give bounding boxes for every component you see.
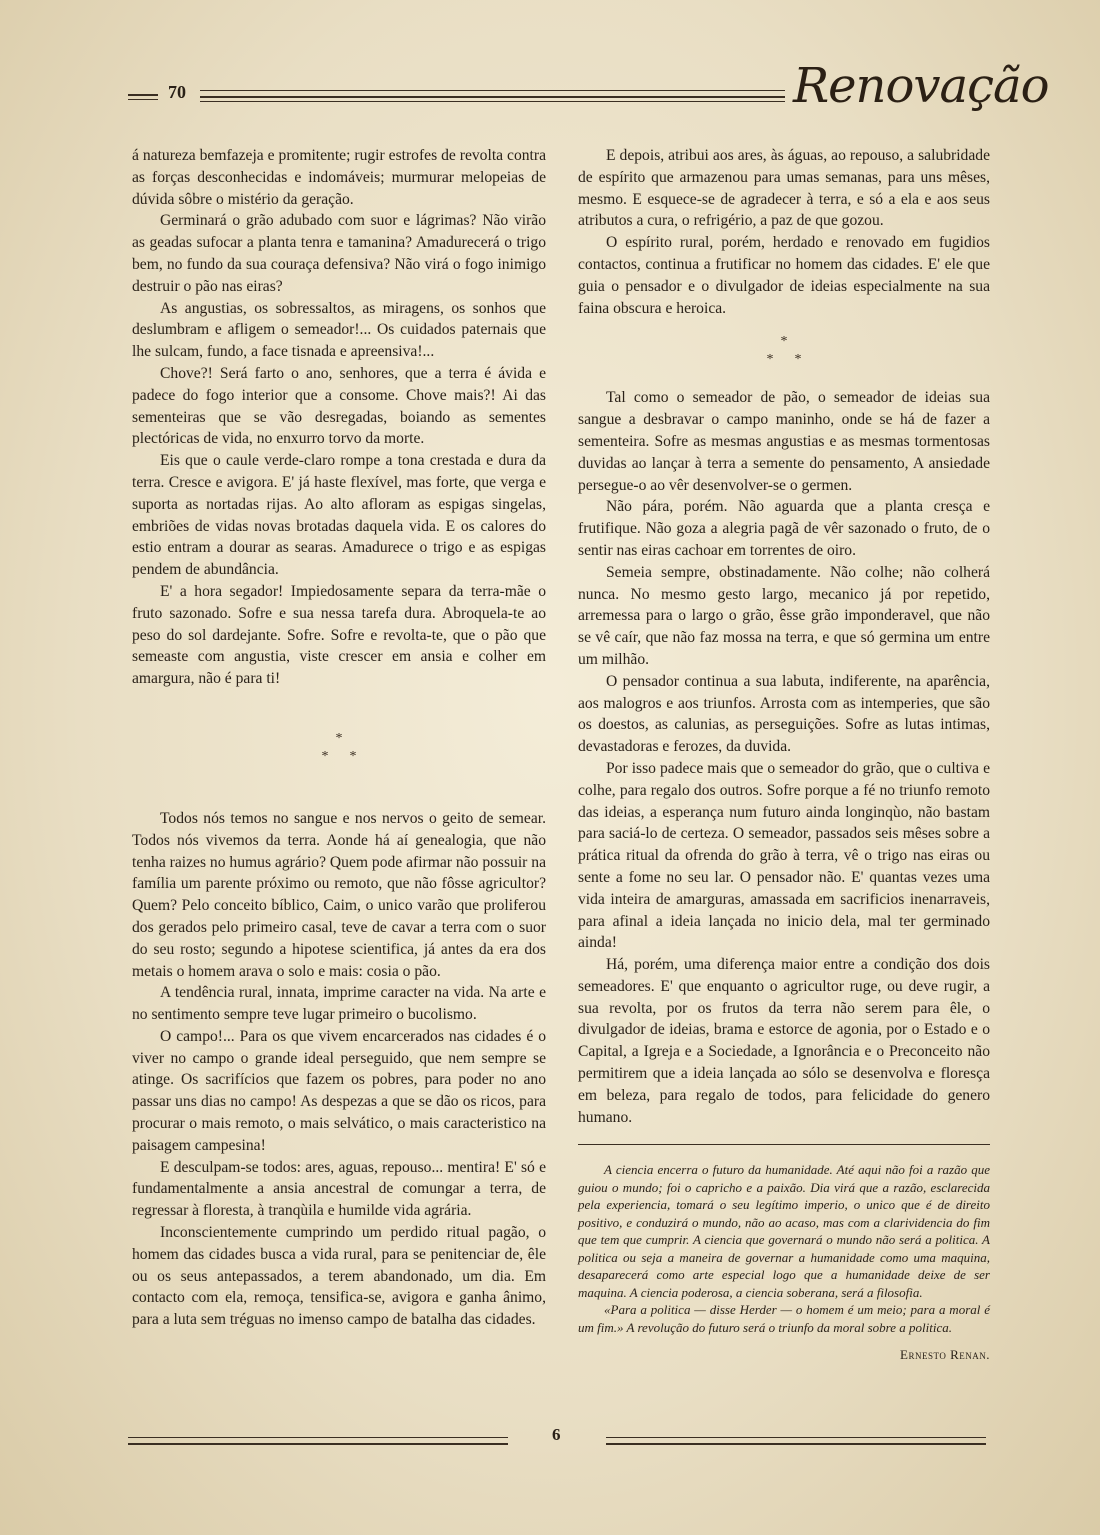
page-header	[128, 58, 1049, 120]
article-section	[132, 808, 546, 1331]
quote-divider	[578, 1144, 990, 1145]
article-section	[578, 387, 990, 1128]
separator-star: *	[321, 748, 329, 764]
paragraph: E depois, atribui aos ares, às águas, ao repouso, a salubridade de espírito que armazenou para umas semanas, para uns mêses, mesmo. E esquece-se de agradecer à terra, e só a ela e aos seus atributos a cura, o refrigério, a paz de que gozou.	[578, 147, 990, 230]
paragraph: A tendência rural, innata, imprime caracter na vida. Na arte e no sentimento sempre teve lugar primeiro o bucolismo.	[132, 984, 546, 1024]
header-rule	[200, 101, 785, 102]
paragraph: Eis que o caule verde-claro rompe a tona crestada e dura da terra. Cresce e avigora. E' já haste flexível, mas forte, que verga e suporta as nortadas rijas. Ao alto afloram as espigas singelas, embriões de vidas novas brotadas daquela vida. E os calores do estio entram a dourar as searas. Amadurece o trigo e as espigas pendem de abundância.	[132, 452, 546, 579]
article-section	[578, 145, 990, 319]
article-section	[132, 145, 546, 690]
paragraph: Semeia sempre, obstinadamente. Não colhe; não colherá nunca. No mesmo gesto largo, mecanico já por repetido, arremessa para o largo o grão, êsse grão imponderavel, que não se vê caír, que não faz mossa na terra, e que só germina um entre um milhão.	[578, 563, 990, 668]
signature-number: 6	[552, 1425, 561, 1444]
footer-rule	[606, 1437, 986, 1438]
separator-star: *	[349, 748, 357, 764]
footer-rule	[128, 1437, 508, 1438]
right-column	[578, 145, 990, 1366]
footer-rule	[128, 1443, 508, 1445]
paragraph: Chove?! Será farto o ano, senhores, que a terra é ávida e padece do fogo interior que a consome. Chove mais?! Ai das sementeiras que se vão desregadas, boiando as sementes plectóricas de vida, no enxurro torvo da morte.	[132, 364, 546, 448]
paragraph: O espírito rural, porém, herdado e renovado em fugidios contactos, continua a frutificar no homem das cidades. E' ele que guia o pensador e o divulgador de ideias especialmente na sua faina obscura e heroica.	[578, 234, 990, 317]
header-rule	[128, 94, 158, 96]
section-separator	[578, 333, 990, 369]
separator-star: *	[766, 352, 774, 368]
paragraph: Germinará o grão adubado com suor e lágrimas? Não virão as geadas sufocar a planta tenra e tamanina? Amadurecerá o trigo bem, no fundo da sua couraça defensiva? Não virá o fogo inimigo destruir o pão nas eiras?	[132, 212, 546, 295]
quote-author: Ernesto Renan.	[900, 1347, 990, 1363]
quote-paragraph: A ciencia encerra o futuro da humanidade. Até aqui não foi a razão que guiou o mundo; foi o capricho e a paixão. Dia virá que a razão, esclarecida pela experiencia, tomará o seu legítimo imperio, o unico que é de direito positivo, e conduzirá o mundo, não ao acaso, mas com a clarividencia do fim que tem que cumprir. A ciencia que governará o mundo não será a politica. A politica ou seja a maneira de governar a humanidade como uma maquina, desaparecerá como arte especial logo que a humanidade deixe de ser maquina. A ciencia poderosa, a ciencia soberana, será a filosofia.	[578, 1162, 990, 1300]
header-rule	[128, 99, 158, 100]
separator-star: *	[794, 352, 802, 368]
page-number: 70	[168, 82, 186, 102]
section-separator	[132, 730, 546, 766]
paragraph: E desculpam-se todos: ares, aguas, repouso... mentira! E' só e fundamentalmente a ansia ancestral de comungar a terra, de regressar à floresta, à tranqùila e humilde vida agrária.	[132, 1158, 546, 1220]
paragraph: Inconscientemente cumprindo um perdido ritual pagão, o homem das cidades busca a vida rural, para se penitenciar de, êle ou os seus antepassados, a terem abandonado, um dia. Em contacto com ela, remoça, tensifica-se, avigora e ganha ânimo, para a luta sem tréguas no imenso campo de batalha das cidades.	[132, 1224, 546, 1329]
paragraph: E' a hora segador! Impiedosamente separa da terra-mãe o fruto sazonado. Sofre e sua nessa tarefa dura. Abroquela-te ao peso do sol dardejante. Sofre. Sofre e revolta-te, que o pão que semeaste com angustia, viste crescer em ansia e colher em amargura, não é para ti!	[132, 582, 546, 688]
paragraph: As angustias, os sobressaltos, as miragens, os sonhos que deslumbram e afligem o semeador!... Os cuidados paternais que lhe sulcam, fundo, a face tisnada e apreensiva!...	[132, 299, 546, 361]
paragraph: O campo!... Para os que vivem encarcerados nas cidades é o viver no campo o grande ideal perseguido, que nem sempre se atinge. Os sacrifícios que fazem os pobres, para poder no ano passar uns dias no campo! As despezas a que se dão os ricos, para procurar o mais remoto, o mais selvático, o mais caracteristico na paisagem campesina!	[132, 1027, 546, 1154]
page-footer	[128, 1425, 988, 1465]
header-rule	[200, 96, 785, 98]
masthead-title: Renovação	[793, 58, 1049, 114]
separator-star: *	[335, 730, 343, 746]
paragraph: Tal como o semeador de pão, o semeador de ideias sua sangue a desbravar o campo maninho, onde se há de fazer a sementeira. Sofre as mesmas angustias e as mesmas tormentosas duvidas ao lançar à terra a semente do pensamento, A ansiedade persegue-o ao vêr desenvolver-se o germen.	[578, 389, 990, 494]
paragraph: á natureza bemfazeja e promitente; rugir estrofes de revolta contra as forças desconhecidas e indomáveis; murmurar melopeias de dúvida sôbre o mistério da geração.	[132, 147, 546, 208]
paragraph: Há, porém, uma diferença maior entre a condição dos dois semeadores. E' que enquanto o agricultor ruge, ou deve rugir, a sua revolta, por os frutos da terra não serem para êle, o divulgador de ideias, brama e estorce de agonia, por o Estado e o Capital, a Igreja e a Sociedade, a Ignorância e o Preconceito não permitirem que a ideia lançada ao sólo se desenvolva e floresça em beleza, para regalo de todos, para felicidade do genero humano.	[578, 956, 990, 1126]
quote-paragraph: «Para a politica — disse Herder — o homem é um meio; para a moral é um fim.» A revolução do futuro será o triunfo da moral sobre a politica.	[578, 1302, 990, 1335]
footer-rule	[606, 1443, 986, 1445]
paragraph: Por isso padece mais que o semeador do grão, que o cultiva e colhe, para regalo dos outros. Sofre porque a fé no triunfo remoto das ideias, a esperança num futuro ainda longinqùo, não bastam para saciá-lo de certeza. O semeador, passados seis mêses sobre a prática ritual da ofrenda do grão à terra, vê o trigo nas eiras ou sente a fome no seu lar. O pensador não. E' quantas vezes uma vida inteira de amarguras, amassada em sacrificios inenarraveis, para afinal a ideia lançada no inicio dela, mal ter germinado ainda!	[578, 759, 990, 952]
paragraph: Não pára, porém. Não aguarda que a planta cresça e frutifique. Não goza a alegria pagã de vêr sazonado o fruto, de o sentir nas eiras cachoar em torrentes de oiro.	[578, 498, 990, 559]
header-rule	[200, 90, 785, 91]
separator-star: *	[780, 334, 788, 350]
left-column	[132, 145, 546, 1331]
paragraph: O pensador continua a sua labuta, indiferente, na aparência, aos malogros e aos triunfos. Arrosta com as intemperies, que são os doestos, as calunias, as perseguições. Sofre as lutas intimas, devastadoras e ferozes, da duvida.	[578, 672, 990, 756]
paragraph: Todos nós temos no sangue e nos nervos o geito de semear. Todos nós vivemos da terra. Aonde há aí genealogia, que não tenha raizes no humus agrário? Quem pode afirmar não possuir na família um parente próximo ou remoto, que não fôsse agricultor? Quem? Pelo conceito bíblico, Caim, o unico varão que proliferou dos gerados pelo primeiro casal, teve de cavar a terra com o suor do seu rosto; segundo a hipotese scientifica, já antes da era dos metais o homem arava o solo e mais: cosia o pão.	[132, 809, 546, 980]
epigraph-quote	[578, 1161, 990, 1336]
